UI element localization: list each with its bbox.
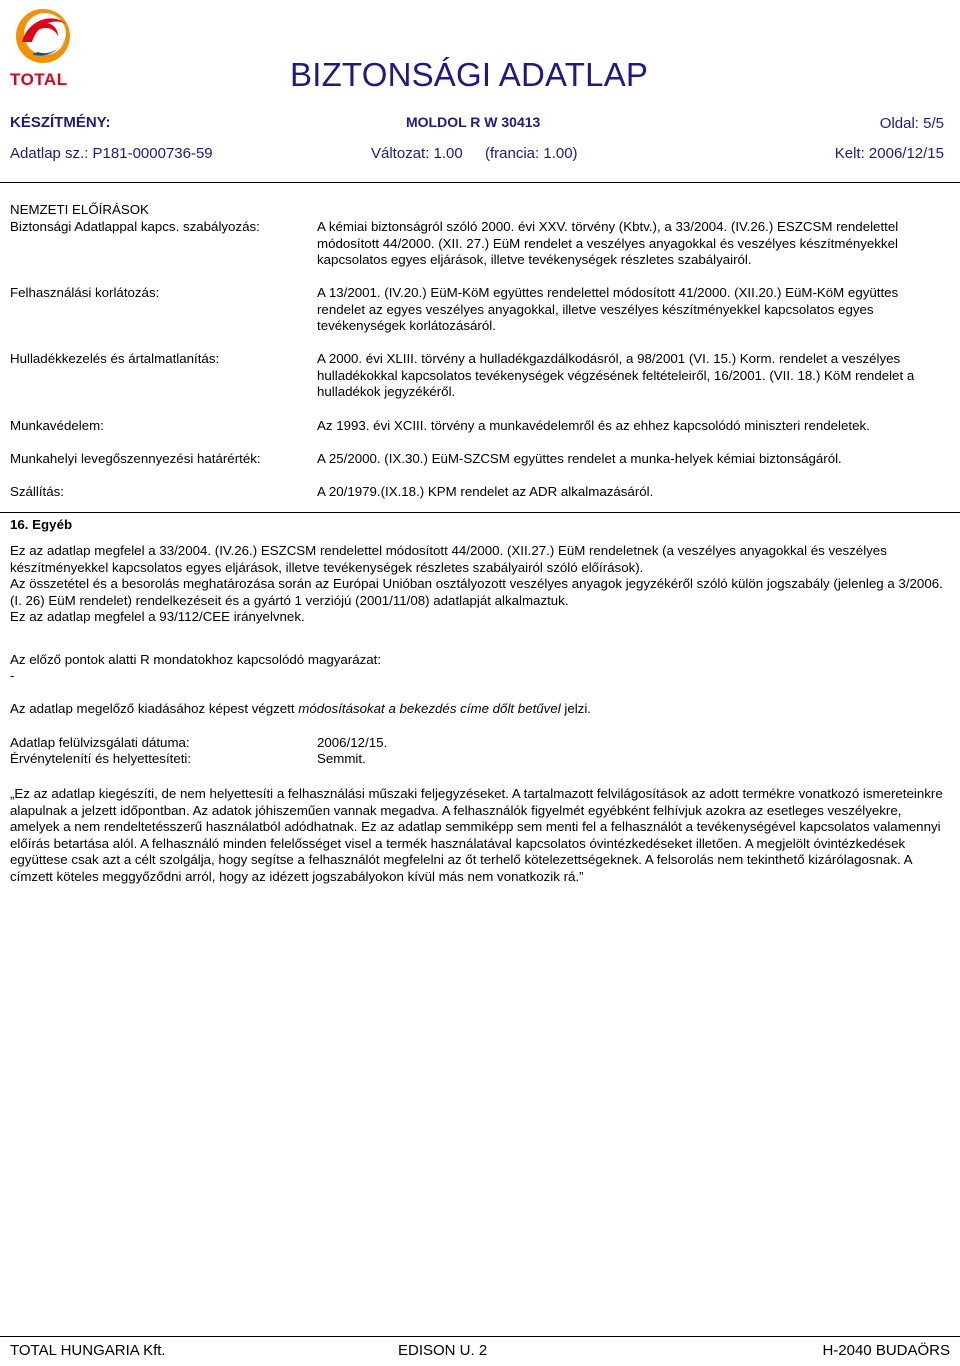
regulation-label: Munkahelyi levegőszennyezési határérték: [10, 451, 261, 466]
r-phrases-label: Az előző pontok alatti R mondatokhoz kapcsolódó magyarázat: [10, 652, 382, 667]
paragraph: Ez az adatlap megfelel a 93/112/CEE irányelvnek. [10, 609, 305, 624]
regulation-label: Szállítás: [10, 484, 64, 499]
paragraph: Ez az adatlap megfelel a 33/2004. (IV.26.) ESZCSM rendelettel módosított 44/2000. (XII.27.) EüM rendeletnek (a veszélyes anyagokkal és veszélyes készítményekkel kapcsolatos egyes eljárások, illetve tevékenységek részletes szabályairól szóló előírások). [10, 543, 887, 575]
footer-company: TOTAL HUNGARIA Kft. [10, 1342, 166, 1359]
modification-prefix: Az adatlap megelőző kiadásához képest végzett [10, 701, 299, 716]
regulation-value: A 13/2001. (IV.20.) EüM-KöM együttes rendelettel módosított 41/2000. (XII.20.) EüM-KöM együttes rendelet az egyes veszélyes anyagokkal, illetve veszélyes készítményekkel kapcsolatos egyes tevékenységek korlátozásáról. [317, 285, 899, 333]
paragraph: Az összetétel és a besorolás meghatározása során az Európai Unióban osztályozott veszélyes anyagok jegyzékéről szóló külön jogszabály (jelenleg a 3/2006. (I. 26) EüM rendelet) rendelkezéseit és a gyártó 1 verziójú (2001/11/08) adatlapját alkalmaztuk. [10, 576, 943, 608]
modification-italic: módosításokat a bekezdés címe dőlt betűvel [298, 701, 561, 716]
supersedes-value: Semmit. [317, 751, 366, 766]
r-phrases-value: - [10, 668, 15, 683]
footer-divider [0, 1336, 960, 1337]
regulation-label: Felhasználási korlátozás: [10, 285, 160, 300]
section-divider [0, 512, 960, 513]
regulation-value: A kémiai biztonságról szóló 2000. évi XXV. törvény (Kbtv.), a 33/2004. (IV.26.) ESZCSM rendelettel módosított 44/2000. (XII. 27.) EüM rendelet a veszélyes anyagokkal és veszélyes készítményekkel kapcsolatos egyes eljárások, illetve tevékenységek részletes szabályairól. [317, 219, 899, 267]
regulation-value: A 25/2000. (IX.30.) EüM-SZCSM együttes rendelet a munka-helyek kémiai biztonságáról. [317, 451, 842, 466]
product-name: MOLDOL R W 30413 [406, 114, 541, 130]
header-divider [0, 182, 960, 183]
total-logo [8, 2, 78, 90]
regulation-label: Hulladékkezelés és ártalmatlanítás: [10, 351, 220, 366]
disclaimer: „Ez az adatlap kiegészíti, de nem helyettesíti a felhasználási műszaki feljegyzéseket. A tartalmazott felvilágosítások az adott termékre vonatkozó ismereteinkre alapulnak a jelzett időpontban. Az adatok jóhiszeműen vannak megadva. A felhasználók figyelmét egyébként felhívjuk azokra az esetleges veszélyekre, amelyek a nem rendeltetésszerű használatból adódhatnak. Ez az adatlap semmiképp sem menti fel a felhasználót a tevékenységével kapcsolatos valamennyi előírás betartása alól. A felhasználó minden felelősséget visel a termék használatával kapcsolatos óvintézkedéseket illetően. A megjelölt óvintézkedések együttese csak azt a célt szolgálja, hogy segítse a felhasználót megfelelni az őt terhelő kötelezettségeknek. A felsorolás nem tekinthető kizárólagosnak. A címzett köteles meggyőződni arról, hogy az idézett jogszabályokon kívül más nem vonatkozik rá.” [10, 786, 943, 884]
regulation-value: A 2000. évi XLIII. törvény a hulladékgazdálkodásról, a 98/2001 (VI. 15.) Korm. rendelet a veszélyes hulladékokkal kapcsolatos tevékenységek végzésének feltételeiről, 16/2001. (VII. 18.) KöM rendelet a hulladékok jegyzékéről. [317, 351, 915, 399]
issue-date: Kelt: 2006/12/15 [834, 145, 944, 162]
review-date-value: 2006/12/15. [317, 735, 388, 750]
french-version: (francia: 1.00) [485, 145, 578, 162]
logo-text: TOTAL [10, 70, 68, 89]
regulation-label: Munkavédelem: [10, 418, 104, 433]
section-16-heading: 16. Egyéb [10, 517, 73, 532]
regulation-value: A 20/1979.(IX.18.) KPM rendelet az ADR alkalmazásáról. [317, 484, 654, 499]
adatlap-number: Adatlap sz.: P181-0000736-59 [10, 145, 213, 162]
document-title: BIZTONSÁGI ADATLAP [290, 56, 649, 93]
regulation-label: Biztonsági Adatlappal kapcs. szabályozás: [10, 219, 260, 234]
footer-city: H-2040 BUDAÖRS [822, 1342, 950, 1359]
review-date-label: Adatlap felülvizsgálati dátuma: [10, 735, 190, 750]
section-heading: NEMZETI ELŐÍRÁSOK [10, 202, 149, 217]
regulation-value: Az 1993. évi XCIII. törvény a munkavédelemről és az ehhez kapcsolódó miniszteri rendeletek. [317, 418, 870, 433]
modification-note [10, 701, 945, 718]
modification-suffix: jelzi. [560, 701, 591, 716]
keszitmeny-label: KÉSZÍTMÉNY: [10, 114, 111, 131]
page-number: Oldal: 5/5 [879, 115, 944, 132]
version: Változat: 1.00 [371, 145, 463, 162]
supersedes-label: Érvénytelenítí és helyettesíteti: [10, 751, 192, 766]
footer-address: EDISON U. 2 [398, 1342, 488, 1359]
